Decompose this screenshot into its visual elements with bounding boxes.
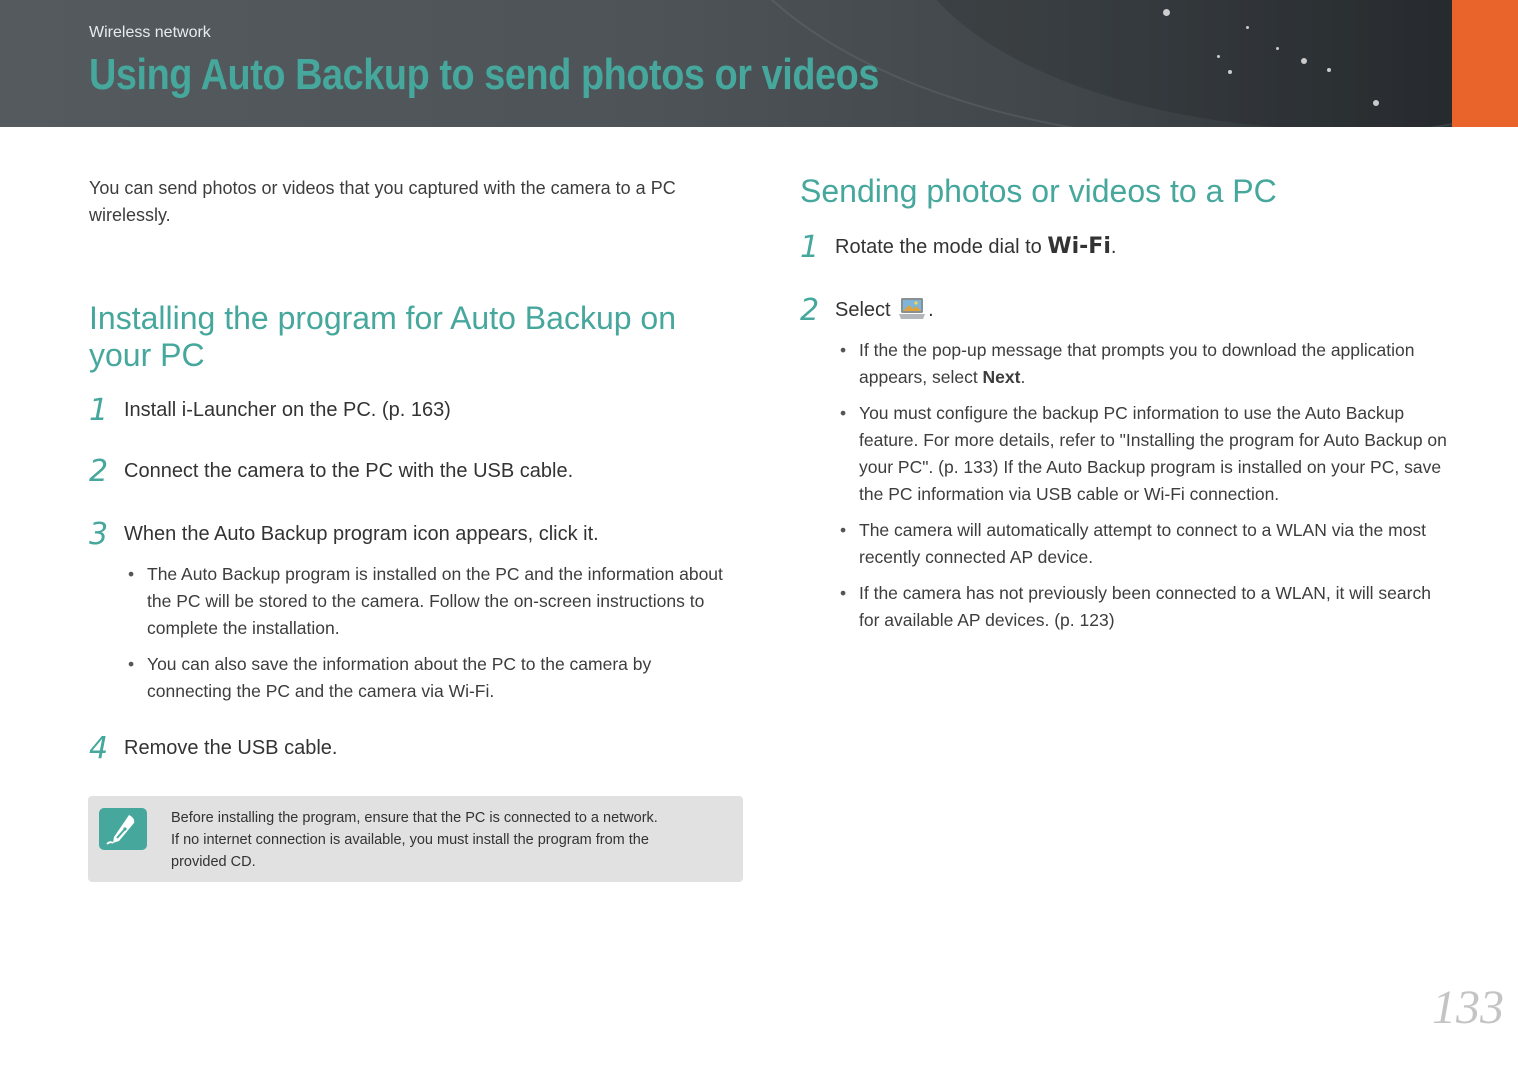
note-box [88, 796, 743, 882]
step-text: When the Auto Backup program icon appears, click it. [124, 523, 599, 545]
pen-note-icon [99, 808, 147, 850]
list-item: • The Auto Backup program is installed on the PC and the information about the PC will be stored to the camera. Follow the on-screen instructions to complete the installation. [125, 561, 725, 642]
chapter-tab [1452, 0, 1518, 127]
section-label: Wireless network [89, 24, 211, 41]
list-item: • You can also save the information about the PC to the camera by connecting the PC and the camera via Wi-Fi. [125, 651, 725, 705]
sparkle-dot [1163, 9, 1170, 16]
list-item [837, 337, 1447, 391]
note-line: If no internet connection is available, you must install the program from the [171, 832, 649, 848]
page-title: Using Auto Backup to send photos or videos [89, 50, 879, 99]
send-heading: Sending photos or videos to a PC [800, 173, 1277, 209]
bullet-suffix: . [1020, 367, 1026, 387]
header-banner [0, 0, 1452, 127]
list-item: • You must configure the backup PC information to use the Auto Backup feature. For more details, refer to "Installing the program for Auto Backup on your PC". (p. 133) If the Auto Backup program is installed on your PC, save the PC information via USB cable or Wi-Fi connection. [837, 400, 1447, 508]
page-number: 133 [1432, 981, 1504, 1034]
list-item: • If the camera has not previously been connected to a WLAN, it will search for available AP devices. (p. 123) [837, 580, 1447, 634]
install-step-2 [89, 454, 574, 489]
sparkle-dot [1327, 68, 1331, 72]
step-text-prefix: Rotate the mode dial to [835, 236, 1048, 258]
step-text: Install i-Launcher on the PC. (p. 163) [124, 399, 451, 421]
sparkle-dot [1246, 26, 1249, 29]
bullet-text: If the the pop-up message that prompts you to download the application appears, select [859, 340, 1415, 387]
intro-text: You can send photos or videos that you captured with the camera to a PC wirelessly. [89, 178, 676, 225]
step-text: Remove the USB cable. [124, 737, 338, 759]
step-text [835, 297, 934, 323]
step-text-suffix: . [1110, 236, 1117, 258]
send-step-1 [800, 230, 1117, 265]
auto-backup-pc-icon [898, 297, 926, 321]
send-bullets [837, 337, 1447, 643]
install-step-1 [89, 393, 451, 428]
step-text-prefix: Select [835, 299, 897, 321]
step-number: 2 [89, 454, 109, 489]
step-text [835, 234, 1116, 260]
sparkle-dot [1373, 100, 1379, 106]
step-number: 4 [89, 731, 109, 766]
sparkle-dot [1228, 70, 1232, 74]
send-step-2 [800, 293, 934, 328]
step-number: 1 [800, 230, 820, 265]
note-text [171, 807, 731, 873]
step-text-suffix: . [928, 299, 934, 321]
install-heading: Installing the program for Auto Backup on your PC [89, 300, 677, 373]
note-line: Before installing the program, ensure that the PC is connected to a network. [171, 810, 658, 826]
wifi-mode-icon: Wi-Fi [1047, 234, 1111, 259]
step-number: 1 [89, 393, 109, 428]
sparkle-dot [1276, 47, 1279, 50]
note-line: provided CD. [171, 854, 256, 870]
step-number: 3 [89, 517, 109, 552]
next-option: Next [982, 367, 1021, 387]
install-step-3 [89, 517, 599, 552]
step3-bullets [125, 561, 725, 714]
step-number: 2 [800, 293, 820, 328]
install-step-4 [89, 731, 338, 766]
step-text: Connect the camera to the PC with the USB cable. [124, 460, 574, 482]
sparkle-dot [1217, 55, 1220, 58]
sparkle-dot [1301, 58, 1307, 64]
list-item: • The camera will automatically attempt to connect to a WLAN via the most recently connected AP device. [837, 517, 1447, 571]
